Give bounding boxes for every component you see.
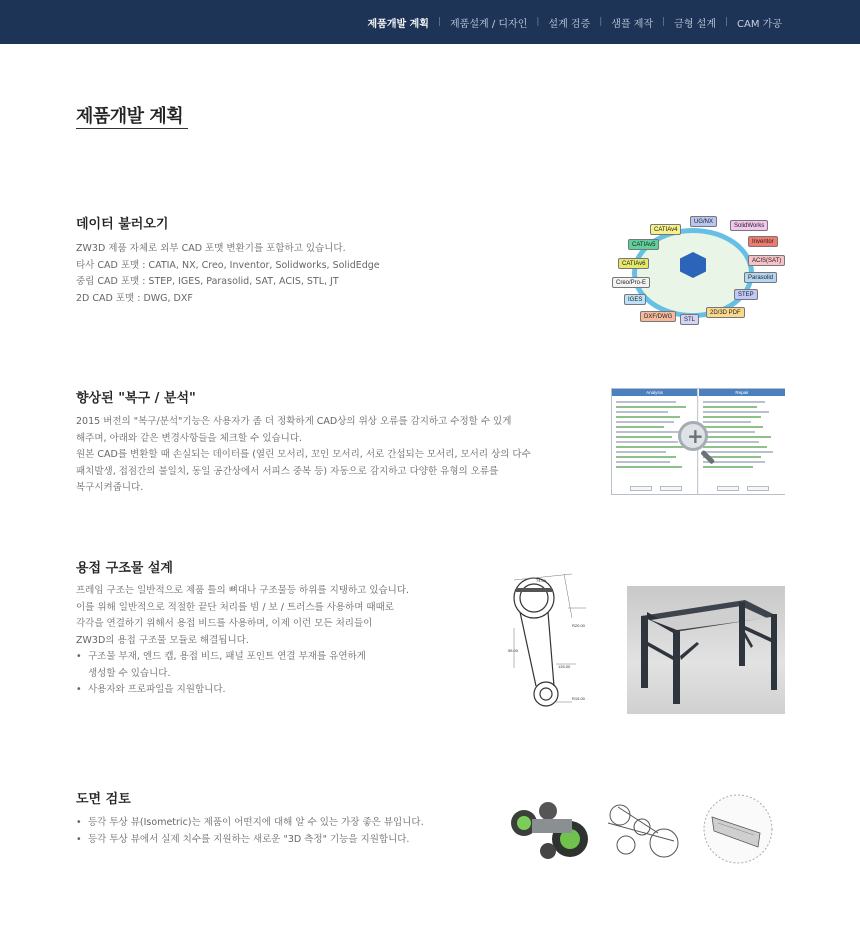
bullet-item (76, 815, 424, 832)
assembly-isometric (511, 802, 588, 859)
close-all-button[interactable] (630, 486, 652, 491)
format-label: Creo/Pro-E (612, 277, 650, 288)
connecting-rod-drawing (506, 568, 598, 718)
section-title-weldment: 용접 구조물 설계 (76, 561, 173, 576)
tree-row (703, 466, 753, 468)
bullet-item (76, 649, 409, 682)
detail-view-circle (704, 795, 772, 863)
format-label: CATIAv6 (618, 258, 649, 269)
tree-row (703, 406, 757, 408)
format-label: 2D/3D PDF (706, 307, 745, 318)
section-body-drawing-review (76, 815, 424, 848)
body-line: ZW3D의 용접 구조물 모듈로 해결됩니다. (76, 634, 249, 646)
top-navigation-bar (0, 0, 860, 44)
apply-button[interactable] (660, 486, 682, 491)
section-body-weldment (76, 583, 409, 699)
section-body-data-import (76, 241, 380, 307)
repair-pane-title: Repair (699, 389, 785, 396)
tree-row (616, 461, 670, 463)
body-line: 2015 버전의 "복구/분석"기능은 사용자가 좀 더 정확하게 CAD상의 위상 오류를 감지하고 수정할 수 있게 (76, 416, 512, 427)
section-title-drawing-review: 도면 검토 (76, 792, 131, 807)
dimension-label: R20.00 (572, 623, 585, 628)
nav-item-verification[interactable]: 설계 검증 (548, 18, 591, 30)
section-title-data-import: 데이터 불러오기 (76, 217, 169, 232)
body-line: 중립 CAD 포맷 : STEP, IGES, Parasolid, SAT, ACIS, STL, JT (76, 276, 339, 287)
format-label: SolidWorks (730, 220, 768, 231)
welded-frame-render (627, 586, 785, 714)
bullet-line: 등각 투상 뷰(Isometric)는 제품이 어떤지에 대해 알 수 있는 가장 좋은 뷰입니다. (88, 817, 424, 828)
tree-row (616, 466, 682, 468)
format-label: STEP (734, 289, 758, 300)
tree-row (616, 421, 674, 423)
format-label: Parasolid (744, 272, 777, 283)
nav-separator: | (662, 17, 666, 27)
tree-row (703, 401, 765, 403)
drawing-review-bullets (76, 815, 424, 848)
tree-row (616, 406, 686, 408)
dimension-label: 126.00 (558, 664, 571, 669)
tree-row (616, 416, 680, 418)
tree-row (616, 411, 668, 413)
tree-row (616, 441, 678, 443)
format-label: DXF/DWG (640, 311, 676, 322)
body-line: 복구시켜줍니다. (76, 482, 144, 493)
section-body-repair-analysis (76, 414, 531, 497)
bullet-line: 사용자와 프로파일을 지원합니다. (88, 684, 226, 695)
bullet-line: 등각 투상 뷰에서 실제 치수를 지원하는 새로운 "3D 측정" 기능을 지원합니다. (88, 833, 410, 845)
body-line: 원본 CAD를 변환할 때 손실되는 데이터를 (열린 모서리, 꼬인 모서리, 서로 간섭되는 모서리, 모서리 상의 다수 (76, 449, 531, 460)
format-label: CATIAv5 (628, 239, 659, 250)
title-underline (76, 128, 188, 129)
tree-row (703, 431, 755, 433)
tree-row (703, 411, 769, 413)
body-line: 타사 CAD 포맷 : CATIA, NX, Creo, Inventor, Solidworks, SolidEdge (76, 259, 380, 271)
page-title: 제품개발 계획 (76, 106, 184, 127)
format-label: Inventor (748, 236, 778, 247)
nav-menu (368, 0, 782, 44)
nav-separator: | (437, 17, 442, 27)
tree-row (703, 436, 771, 438)
bullet-item (76, 682, 409, 699)
repair-close-button[interactable] (717, 486, 739, 491)
body-line: 2D CAD 포맷 : DWG, DXF (76, 292, 193, 304)
assembly-exploded (608, 805, 678, 857)
nav-separator: | (725, 17, 729, 27)
nav-item-cam[interactable]: CAM 가공 (737, 18, 782, 30)
tree-row (703, 441, 759, 443)
bullet-line: 생성할 수 있습니다. (88, 667, 171, 679)
bullet-item (76, 832, 424, 849)
nav-item-mold-design[interactable]: 금형 설계 (674, 18, 716, 30)
tree-row (703, 421, 751, 423)
format-label: UG/NX (690, 216, 717, 227)
body-line: ZW3D 제품 자체로 외부 CAD 포맷 변환기를 포함하고 있습니다. (76, 243, 346, 254)
plus-icon: + (687, 424, 704, 448)
body-line: 프레임 구조는 일반적으로 제품 틀의 뼈대나 구조물등 하위를 지탱하고 있습니다. (76, 585, 410, 596)
repair-apply-button[interactable] (747, 486, 769, 491)
format-label: CATIAv4 (650, 224, 681, 235)
tree-row (616, 401, 676, 403)
dimension-label: 74.00 (536, 578, 547, 583)
body-line: 해주며, 아래와 같은 변경사항들을 체크할 수 있습니다. (76, 432, 303, 444)
tree-row (703, 446, 767, 448)
nav-item-design[interactable]: 제품설계 / 디자인 (450, 18, 528, 30)
tree-row (616, 446, 688, 448)
repair-pane (699, 389, 785, 494)
tree-row (616, 451, 666, 453)
format-label: STL (680, 314, 699, 325)
cad-formats-diagram (610, 214, 786, 328)
isometric-views-illustration (508, 793, 774, 867)
tree-row (703, 416, 761, 418)
format-label: ACIS(SAT) (748, 255, 785, 266)
body-line: 각각을 연결하기 위해서 용접 비드를 사용하며, 이제 이런 모든 처리들이 (76, 618, 373, 629)
bullet-line: 구조물 부재, 엔드 캡, 용접 비드, 패널 포인트 연결 부재를 유연하게 (88, 651, 366, 662)
welded-frame-graphic (627, 586, 785, 714)
tree-row (616, 431, 682, 433)
body-line: 이를 위해 일반적으로 적절한 끝단 처리를 빔 / 보 / 트러스를 사용하며 때때로 (76, 601, 394, 613)
analysis-pane-title: Analysis (612, 389, 697, 396)
tree-row (703, 426, 763, 428)
nav-separator: | (536, 17, 540, 27)
weldment-bullets (76, 649, 409, 699)
nav-item-product-plan[interactable]: 제품개발 계획 (367, 18, 429, 30)
nav-separator: | (599, 17, 603, 27)
tree-row (616, 436, 672, 438)
tree-row (703, 451, 773, 453)
body-line: 패치발생, 접점간의 불일치, 동일 공간상에서 서피스 중복 등) 자동으로 감지하고 다양한 유형의 오류를 (76, 465, 499, 477)
format-label: IGES (624, 294, 646, 305)
tree-row (616, 426, 664, 428)
dimension-label: R15.00 (572, 696, 585, 701)
dimension-label: 96.00 (508, 648, 519, 653)
section-title-repair-analysis: 향상된 "복구 / 분석" (76, 391, 196, 406)
nav-item-sample[interactable]: 샘플 제작 (611, 18, 654, 30)
tree-row (616, 456, 676, 458)
